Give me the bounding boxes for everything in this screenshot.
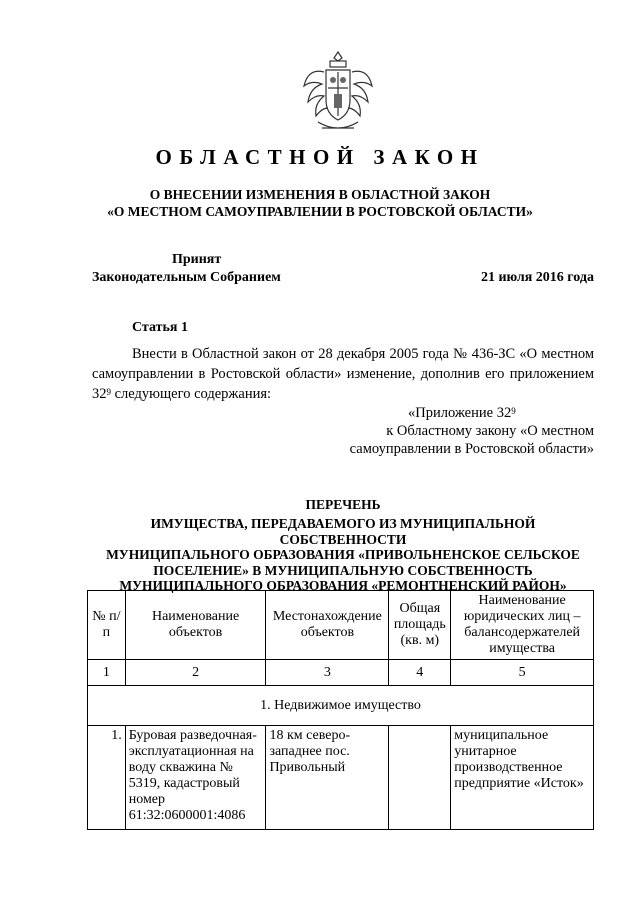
appendix-line: самоуправлении в Ростовской области» (349, 441, 594, 457)
document-title: ОБЛАСТНОЙ ЗАКОН (155, 145, 485, 169)
adopted-by: Законодательным Собранием (92, 270, 281, 285)
appendix-reference (330, 404, 594, 458)
column-number: 2 (125, 660, 266, 686)
column-number-row (88, 660, 594, 686)
appendix-line: «Приложение 32 (408, 405, 512, 421)
object-area (389, 726, 451, 830)
object-name: Буровая разведочная-эксплуатационная на воду скважина № 5319, кадастровый номер 61:32:0600001:4086 (125, 726, 266, 830)
column-number: 4 (389, 660, 451, 686)
column-number: 3 (266, 660, 389, 686)
subtitle-line: «О МЕСТНОМ САМОУПРАВЛЕНИИ В РОСТОВСКОЙ ОБЛАСТИ» (107, 204, 533, 219)
adopted-date: 21 июля 2016 года (480, 270, 594, 285)
property-table (87, 590, 594, 830)
list-desc-line: МУНИЦИПАЛЬНОГО ОБРАЗОВАНИЯ «ПРИВОЛЬНЕНСКОЕ СЕЛЬСКОЕ (106, 547, 580, 562)
object-location: 18 км северо-западнее пос. Привольный (266, 726, 389, 830)
column-number: 5 (451, 660, 594, 686)
article-text-part: следующего содержания: (111, 386, 272, 402)
balance-holder: муниципальное унитарное производственное предприятие «Исток» (451, 726, 594, 830)
list-desc-line: ПОСЕЛЕНИЕ» В МУНИЦИПАЛЬНУЮ СОБСТВЕННОСТЬ (153, 562, 533, 578)
article-heading: Статья 1 (132, 320, 188, 335)
list-title: ПЕРЕЧЕНЬ (305, 497, 381, 512)
header-cell: Местонахождение объектов (266, 591, 389, 660)
table-row (88, 726, 594, 830)
coat-of-arms-icon (300, 48, 376, 134)
article-text-part: Внести в Областной закон от 28 декабря 2005 года № 436-ЗС «О местном самоуправлении в Ростовской области» изменение, дополнив его приложением 32 (92, 346, 594, 402)
appendix-line: к Областному закону «О местном (386, 423, 594, 439)
list-description (92, 516, 594, 594)
subtitle-line: О ВНЕСЕНИИ ИЗМЕНЕНИЯ В ОБЛАСТНОЙ ЗАКОН (149, 187, 491, 202)
superscript: 9 (106, 387, 111, 397)
table-header-row (88, 591, 594, 660)
header-cell: Наименование юридических лиц – балансодержателей имущества (451, 591, 594, 660)
article-text (92, 344, 594, 404)
column-number: 1 (88, 660, 126, 686)
document-subtitle (0, 186, 640, 220)
header-cell: Общая площадь (кв. м) (389, 591, 451, 660)
header-cell: № п/п (88, 591, 126, 660)
section-title: 1. Недвижимое имущество (88, 686, 594, 726)
adopted-label: Принят (172, 252, 222, 267)
list-desc-line: ИМУЩЕСТВА, ПЕРЕДАВАЕМОГО ИЗ МУНИЦИПАЛЬНОЙ СОБСТВЕННОСТИ (150, 516, 536, 547)
section-row (88, 686, 594, 726)
header-cell: Наименование объектов (125, 591, 266, 660)
row-number: 1. (88, 726, 126, 830)
list-desc-line: МУНИЦИПАЛЬНОГО ОБРАЗОВАНИЯ «РЕМОНТНЕНСКИЙ РАЙОН» (119, 578, 567, 593)
superscript: 9 (511, 406, 516, 416)
